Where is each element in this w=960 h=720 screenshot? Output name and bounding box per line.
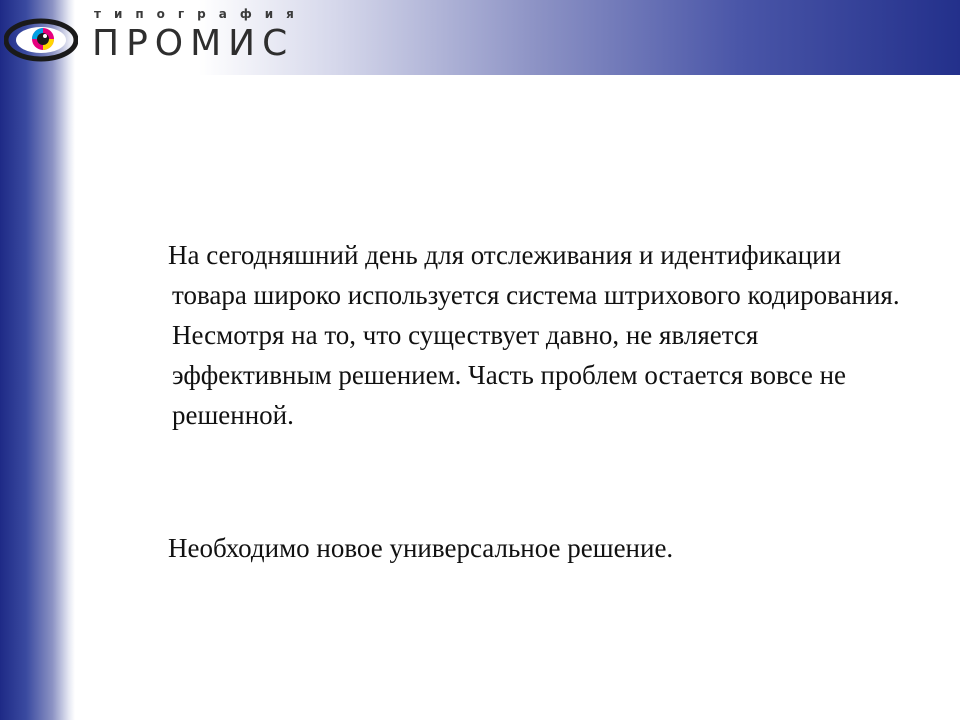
paragraph-barcode-problem: На сегодняшний день для отслеживания и идентификации товара широко используется система штрихового кодирования. Несмотря на то, что существует давно, не является эффективным решением. Часть проблем остается вовсе не решенной. — [168, 240, 900, 430]
paragraph-new-solution: Необходимо новое универсальное решение. — [168, 533, 674, 563]
company-logo — [0, 0, 330, 75]
logo-name: ПРОМИС — [92, 23, 295, 64]
logo-subtitle: типография — [94, 7, 307, 21]
left-gradient-band — [0, 0, 75, 720]
eye-logo-icon — [4, 18, 78, 62]
slide-body — [168, 235, 912, 563]
